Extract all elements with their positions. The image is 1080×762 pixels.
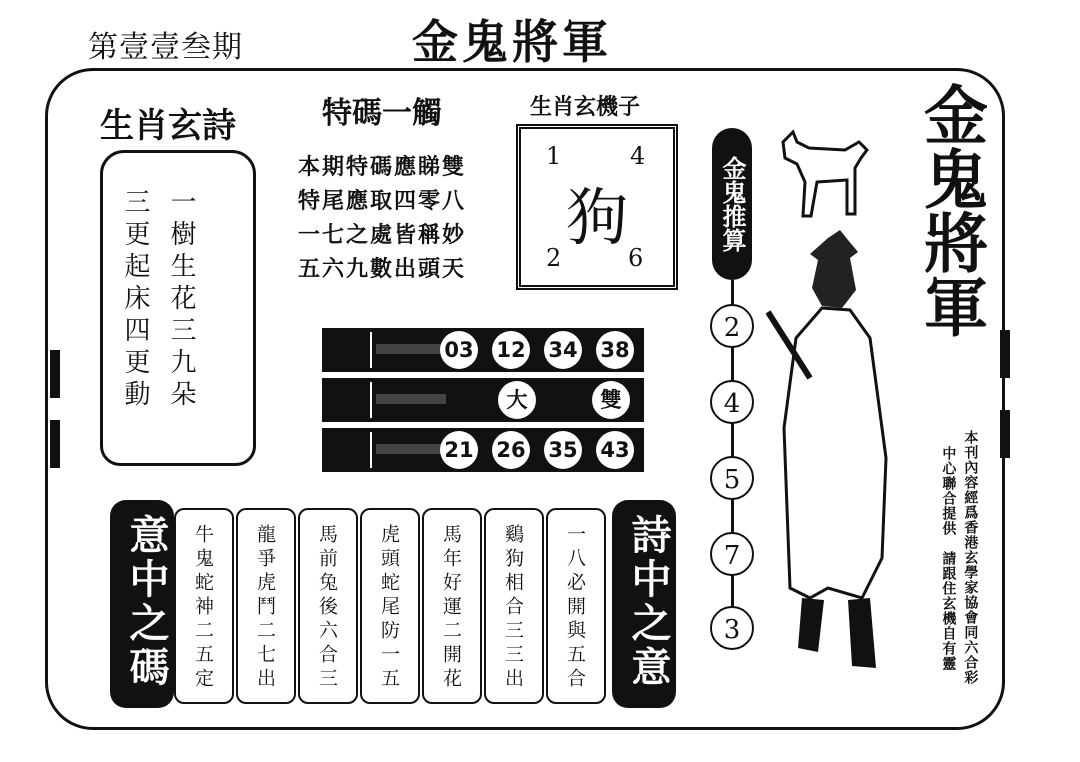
number-ball: 34 bbox=[544, 331, 582, 369]
page-title: 金鬼將軍 bbox=[412, 15, 612, 69]
poem-line-2: 三更起床四更動 bbox=[120, 188, 150, 412]
bar-sub-block bbox=[376, 394, 446, 404]
poem-line-1: 一樹生花三九朵 bbox=[166, 188, 196, 412]
slip-heading-left bbox=[110, 500, 174, 708]
zodiac-number: 2 bbox=[546, 244, 562, 272]
tuisuan-number: 4 bbox=[710, 380, 754, 424]
zodiac-character: 狗 bbox=[566, 181, 629, 254]
number-ball: 35 bbox=[544, 431, 582, 469]
bar-label-block bbox=[322, 382, 372, 418]
number-ball: 03 bbox=[440, 331, 478, 369]
side-title: 金鬼將軍 bbox=[913, 82, 988, 338]
number-ball: 38 bbox=[596, 331, 634, 369]
verse-slip bbox=[298, 508, 358, 704]
verse-slip bbox=[360, 508, 420, 704]
tema-line-2: 特尾應取四零八 bbox=[298, 188, 467, 214]
slip-heading-right bbox=[612, 500, 676, 708]
tema-line-3: 一七之處皆稱妙 bbox=[298, 222, 467, 248]
verse-slip bbox=[484, 508, 544, 704]
tuisuan-number: 3 bbox=[710, 606, 754, 650]
dog-icon bbox=[775, 128, 875, 224]
left-edge-mark bbox=[50, 420, 60, 468]
number-ball: 21 bbox=[440, 431, 478, 469]
poem-title: 生肖玄詩 bbox=[100, 106, 236, 146]
number-bar-2 bbox=[322, 378, 644, 422]
verse-slip-text: 鷄狗相合三三出 bbox=[502, 524, 524, 692]
bar-sub-block bbox=[376, 344, 446, 354]
footnote-column-1: 本刊內容經爲香港玄學家協會同六合彩 bbox=[962, 430, 979, 685]
zodiac-title: 生肖玄機子 bbox=[530, 95, 641, 120]
bar-label-block bbox=[322, 432, 372, 468]
footnote-column-2: 中心聯合提供 請跟住玄機自有靈 bbox=[940, 446, 957, 671]
tuisuan-number: 2 bbox=[710, 304, 754, 348]
verse-slip-text: 馬年好運二開花 bbox=[440, 524, 462, 692]
tuisuan-label: 金鬼推算 bbox=[712, 128, 752, 280]
zodiac-number: 4 bbox=[630, 142, 646, 170]
verse-slip bbox=[174, 508, 234, 704]
zodiac-number: 6 bbox=[628, 244, 644, 272]
number-bar-1 bbox=[322, 328, 644, 372]
issue-number: 第壹壹叁期 bbox=[88, 30, 243, 65]
slip-heading-right-text: 詩中之意 bbox=[625, 514, 671, 690]
verse-slip-text: 虎頭蛇尾防一五 bbox=[378, 524, 400, 692]
tuisuan-number: 5 bbox=[710, 456, 754, 500]
tema-line-4: 五六九數出頭天 bbox=[298, 256, 467, 282]
verse-slip-text: 龍爭虎鬥二七出 bbox=[254, 524, 276, 692]
verse-slip-text: 一八必開與五合 bbox=[564, 524, 586, 692]
general-figure-icon bbox=[766, 228, 908, 678]
verse-slip-text: 馬前兔後六合三 bbox=[316, 524, 338, 692]
verse-slip-text: 牛鬼蛇神二五定 bbox=[192, 524, 214, 692]
number-bar-3 bbox=[322, 428, 644, 472]
zodiac-number: 1 bbox=[546, 142, 562, 170]
tema-line-1: 本期特碼應睇雙 bbox=[298, 154, 467, 180]
tema-title: 特碼一觸 bbox=[322, 96, 442, 131]
size-ball: 大 bbox=[498, 381, 536, 419]
verse-slip bbox=[546, 508, 606, 704]
tuisuan-number: 7 bbox=[710, 532, 754, 576]
right-edge-mark bbox=[1000, 410, 1010, 458]
verse-slip bbox=[422, 508, 482, 704]
slip-heading-left-text: 意中之碼 bbox=[123, 514, 169, 690]
parity-ball: 雙 bbox=[592, 381, 630, 419]
bar-label-block bbox=[322, 332, 372, 368]
number-ball: 12 bbox=[492, 331, 530, 369]
number-ball: 43 bbox=[596, 431, 634, 469]
left-edge-mark bbox=[50, 350, 60, 398]
right-edge-mark bbox=[1000, 330, 1010, 378]
bar-sub-block bbox=[376, 444, 446, 454]
verse-slip bbox=[236, 508, 296, 704]
number-ball: 26 bbox=[492, 431, 530, 469]
